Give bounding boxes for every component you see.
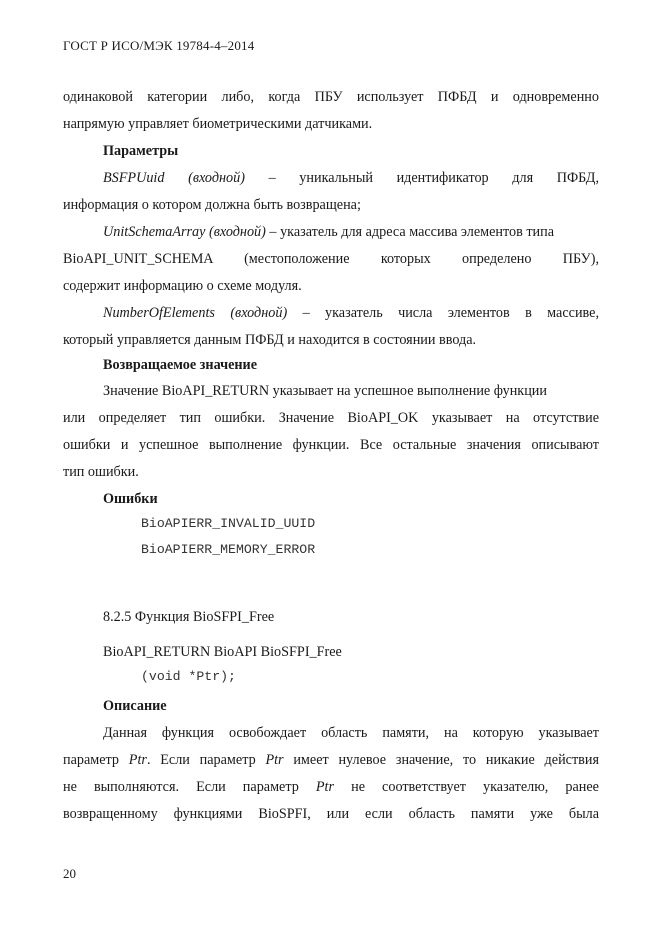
param-ptr: Ptr [265, 752, 284, 768]
text-line: Данная функция освобождает область памяти, на которую указывает [103, 725, 599, 741]
text-line: информация о котором должна быть возвращена; [63, 197, 361, 213]
param-direction: (входной) [209, 224, 266, 240]
text-line: ошибки и успешное выполнение функции. Все остальные значения описывают [63, 437, 599, 453]
param-bsfpuuid [103, 168, 599, 188]
error-code: BioAPIERR_MEMORY_ERROR [141, 542, 316, 557]
errors-heading: Ошибки [103, 491, 158, 507]
section-title: 8.2.5 Функция BioSFPI_Free [103, 609, 275, 625]
parameters-heading: Параметры [103, 143, 179, 159]
param-direction: (входной) [188, 170, 245, 186]
text-line: Значение BioAPI_RETURN указывает на успешное выполнение функции [103, 383, 547, 399]
text-line: содержит информацию о схеме модуля. [63, 278, 302, 294]
text-line [63, 777, 599, 797]
text-line: одинаковой категории либо, когда ПБУ использует ПФБД и одновременно [63, 89, 599, 105]
param-ptr: Ptr [315, 779, 335, 795]
document-header: ГОСТ Р ИСО/МЭК 19784-4–2014 [63, 38, 255, 53]
param-text: – уникальный идентификатор для ПФБД, [244, 170, 600, 186]
param-text: – указатель для адреса массива элементов типа [265, 224, 555, 240]
return-value-heading: Возвращаемое значение [103, 357, 258, 373]
param-name: BSFPUuid [103, 170, 165, 186]
param-ptr: Ptr [128, 752, 147, 768]
param-direction: (входной) [230, 305, 288, 321]
param-name: UnitSchemaArray [103, 224, 206, 240]
text-line: или определяет тип ошибки. Значение BioAPI_OK указывает на отсутствие [63, 410, 599, 426]
function-signature: BioAPI_RETURN BioAPI BioSFPI_Free [103, 644, 342, 660]
text-span: параметр [63, 752, 129, 768]
text-line: возвращенному функциями BioSPFI, или если область памяти уже была [63, 806, 599, 822]
text-span: не соответствует указателю, ранее [334, 779, 599, 795]
text-line: тип ошибки. [63, 464, 139, 480]
text-line: напрямую управляет биометрическими датчиками. [63, 116, 373, 132]
description-heading: Описание [103, 698, 167, 714]
error-code: BioAPIERR_INVALID_UUID [141, 516, 316, 531]
text-line: который управляется данным ПФБД и находится в состоянии ввода. [63, 332, 477, 348]
text-span: имеет нулевое значение, то никакие действия [283, 752, 599, 768]
function-args: (void *Ptr); [141, 669, 236, 684]
param-unitschemaarray [103, 222, 599, 242]
page-number: 20 [63, 866, 76, 881]
text-span: . Если параметр [146, 752, 266, 768]
text-line [63, 750, 599, 770]
param-text: – указатель числа элементов в массиве, [287, 305, 600, 321]
param-numberofelements [103, 303, 599, 323]
text-span: не выполняются. Если параметр [63, 779, 316, 795]
text-line: BioAPI_UNIT_SCHEMA (местоположение которых определено ПБУ), [63, 251, 599, 267]
param-name: NumberOfElements [103, 305, 215, 321]
